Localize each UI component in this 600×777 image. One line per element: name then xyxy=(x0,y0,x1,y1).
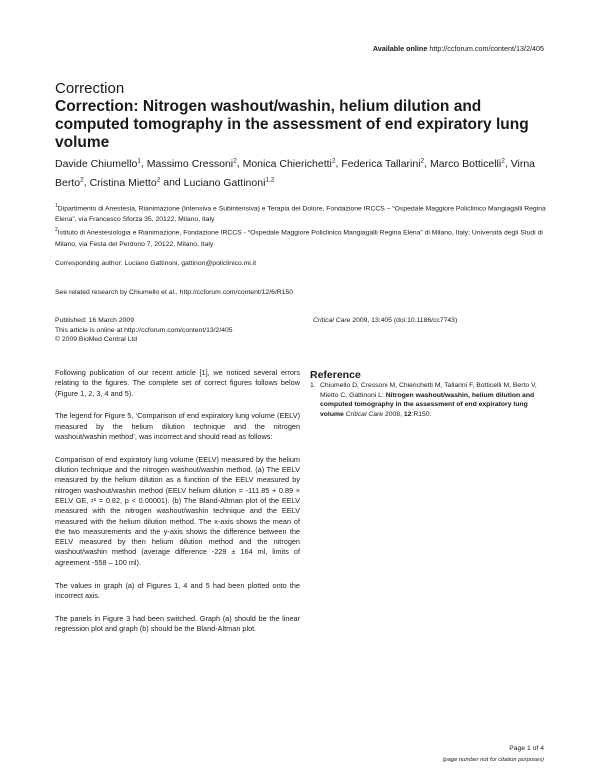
author: Davide Chiumello$^1$ xyxy=(55,157,141,170)
available-label: Available online xyxy=(372,44,428,53)
citation-journal: Critical Care xyxy=(313,317,351,324)
body-text xyxy=(55,368,300,647)
reference-text: Chiumello D, Cressoni M, Chierichetti M, Tallarini F, Botticelli M, Berto V, Mietto C, Gattinoni L: Nitrogen washout/washin, helium dilution and computed tomography in the assessment of end expiratory lung volume Critical Care 2008, 12:R150. xyxy=(320,382,537,418)
published-date: Published: 16 March 2009 xyxy=(55,317,134,324)
paragraph: The values in graph (a) of Figures 1, 4 and 5 had been plotted onto the incorrect axis. xyxy=(55,580,300,600)
paragraph: Following publication of our recent article [1], we noticed several errors relating to the figures. The complete set of correct figures follows below (Figure 1, 2, 3, 4 and 5). xyxy=(55,368,300,398)
page-note: (page number not for citation purposes) xyxy=(442,757,544,763)
corresponding-author: Corresponding author: Luciano Gattinoni, gattinon@policlinico.mi.it xyxy=(55,260,257,267)
author: Luciano Gattinoni$^{1,2}$ xyxy=(183,176,275,189)
author: Cristina Mietto$^2$ xyxy=(89,176,161,189)
reference-heading: Reference xyxy=(310,369,361,381)
availability-line xyxy=(373,44,544,53)
online-at: This article is online at http://ccforum.com/content/13/2/405 xyxy=(55,326,233,334)
paragraph: The legend for Figure 5, ‘Comparison of end expiratory lung volume (EELV) measured by the helium dilution technique and the nitrogen washout/washin method’, was incorrect and should read as follows: xyxy=(55,411,300,441)
related-research: See related research by Chiumello et al., http://ccforum.com/content/12/6/R150 xyxy=(55,289,294,296)
page-number: Page 1 of 4 xyxy=(509,745,544,752)
citation-details: 2009, 13:405 (doi:10.1186/cc7743) xyxy=(350,317,458,324)
author: Virna Berto$^2$ xyxy=(55,157,536,189)
reference-number: 1. xyxy=(310,382,316,389)
affiliation: $^2$Istituto di Anestesiologia e Rianimazione, Fondazione IRCCS - “Ospedale Maggiore Policlinico Mangiagalli Regina Elena” di Milano, Italy; Università degli Studi di Milano, via Festa del Perdono 7, 20122, Milano, Italy xyxy=(55,227,543,248)
reference-item xyxy=(310,381,550,419)
article-title: Correction: Nitrogen washout/washin, helium dilution and computed tomography in the assessment of end expiratory lung volume xyxy=(55,98,529,151)
publication-info xyxy=(55,316,233,345)
affiliation: $^1$Dipartimento di Anestesia, Rianimazione (Intensiva e Subintensiva) e Terapia del Dolore, Fondazione IRCCS – “Ospedale Maggiore Policlinico Mangiagalli Regina Elena”, via Francesco Sforza 35, 20122, Milano, Italy xyxy=(55,203,546,224)
citation xyxy=(313,317,457,324)
copyright: © 2009 BioMed Central Ltd xyxy=(55,336,138,343)
author: Marco Botticelli$^2$ xyxy=(430,157,505,170)
author: Massimo Cressoni$^2$ xyxy=(146,157,237,170)
author-list: Davide Chiumello$^1$, Massimo Cressoni$^2$, Monica Chierichetti$^2$, Federica Tallarini$^2$, Marco Botticelli$^2$, Virna Berto$^2$, Cristina Mietto$^2$ and Luciano Gattinoni$^{1,2}$ xyxy=(55,157,536,189)
author: Monica Chierichetti$^2$ xyxy=(242,157,336,170)
article-type: Correction xyxy=(55,80,125,97)
paragraph: Comparison of end expiratory lung volume (EELV) measured by the helium dilution technique and the nitrogen washout/washin method. (a) The EELV measured by the helium dilution as a function of the EELV measured by nitrogen washout/washin method (EELV helium dilution = -111.85 + 0.89 × EELV GE, r² = 0.82, p < 0.00001). (b) The Bland-Altman plot of the EELV measured with the nitrogen washout/washin technique and the EELV measured with the helium dilution method. The x-axis shows the mean of the two measurements and the y-axis shows the difference between the EELV measured by then helium dilution method and the nitrogen washout/washin method (average difference -229 ± 164 ml, limits of agreement -558 – 100 ml). xyxy=(55,454,300,567)
author: Federica Tallarini$^2$ xyxy=(341,157,425,170)
available-url[interactable]: http://ccforum.com/content/13/2/405 xyxy=(429,44,544,53)
paragraph: The panels in Figure 3 had been switched. Graph (a) should be the linear regression plot and graph (b) should be the Bland-Altman plot. xyxy=(55,613,300,633)
affiliations xyxy=(55,201,555,250)
